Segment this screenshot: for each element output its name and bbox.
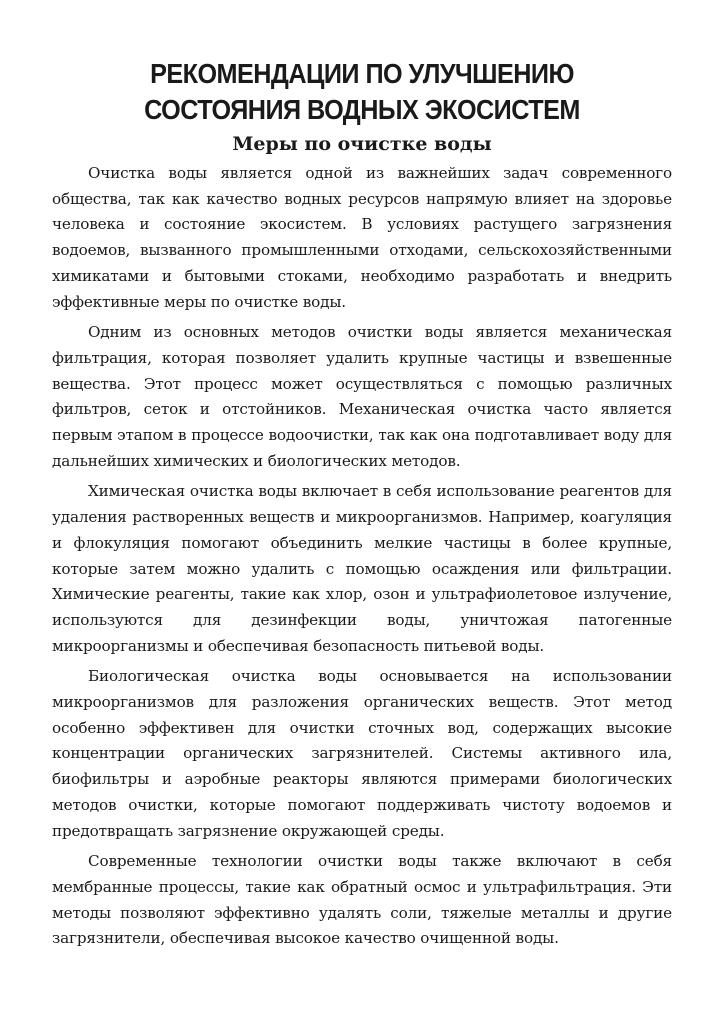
document-title — [72, 56, 652, 128]
document-title-line-2: СОСТОЯНИЯ ВОДНЫХ ЭКОСИСТЕМ — [144, 94, 580, 125]
paragraph-4: Биологическая очистка воды основывается на использовании микроорганизмов для разложения органических веществ. Этот метод особенно эффективен для очистки сточных вод, содержащих высокие концентрации органических загрязнителей. Системы активного ила, биофильтры и аэробные реакторы являются примерами биологических методов очистки, которые помогают поддерживать чистоту водоемов и предотвращать загрязнение окружающей среды. — [52, 667, 672, 840]
paragraph-1: Очистка воды является одной из важнейших задач современного общества, так как качество водных ресурсов напрямую влияет на здоровье человека и состояние экосистем. В условиях растущего загрязнения водоемов, вызванного промышленными отходами, сельскохозяйственными химикатами и бытовыми стоками, необходимо разработать и внедрить эффективные меры по очистке воды. — [52, 164, 672, 311]
paragraph-3: Химическая очистка воды включает в себя использование реагентов для удаления растворенных веществ и микроорганизмов. Например, коагуляция и флокуляция помогают объединить мелкие частицы в более крупные, которые затем можно удалить с помощью осаждения или фильтрации. Химические реагенты, такие как хлор, озон и ультрафиолетовое излучение, используются для дезинфекции воды, уничтожая патогенные микроорганизмы и обеспечивая безопасность питьевой воды. — [52, 482, 672, 655]
section-subtitle: Меры по очистке воды — [232, 133, 492, 155]
document-title-line-1: РЕКОМЕНДАЦИИ ПО УЛУЧШЕНИЮ — [150, 58, 574, 89]
paragraph-2: Одним из основных методов очистки воды является механическая фильтрация, которая позволяет удалить крупные частицы и взвешенные вещества. Этот процесс может осуществляться с помощью различных фильтров, сеток и отстойников. Механическая очистка часто является первым этапом в процессе водоочистки, так как она подготавливает воду для дальнейших химических и биологических методов. — [52, 323, 672, 470]
document-body — [52, 161, 672, 957]
paragraph-5: Современные технологии очистки воды также включают в себя мембранные процессы, такие как обратный осмос и ультрафильтрация. Эти методы позволяют эффективно удалять соли, тяжелые металлы и другие загрязнители, обеспечивая высокое качество очищенной воды. — [52, 852, 672, 948]
